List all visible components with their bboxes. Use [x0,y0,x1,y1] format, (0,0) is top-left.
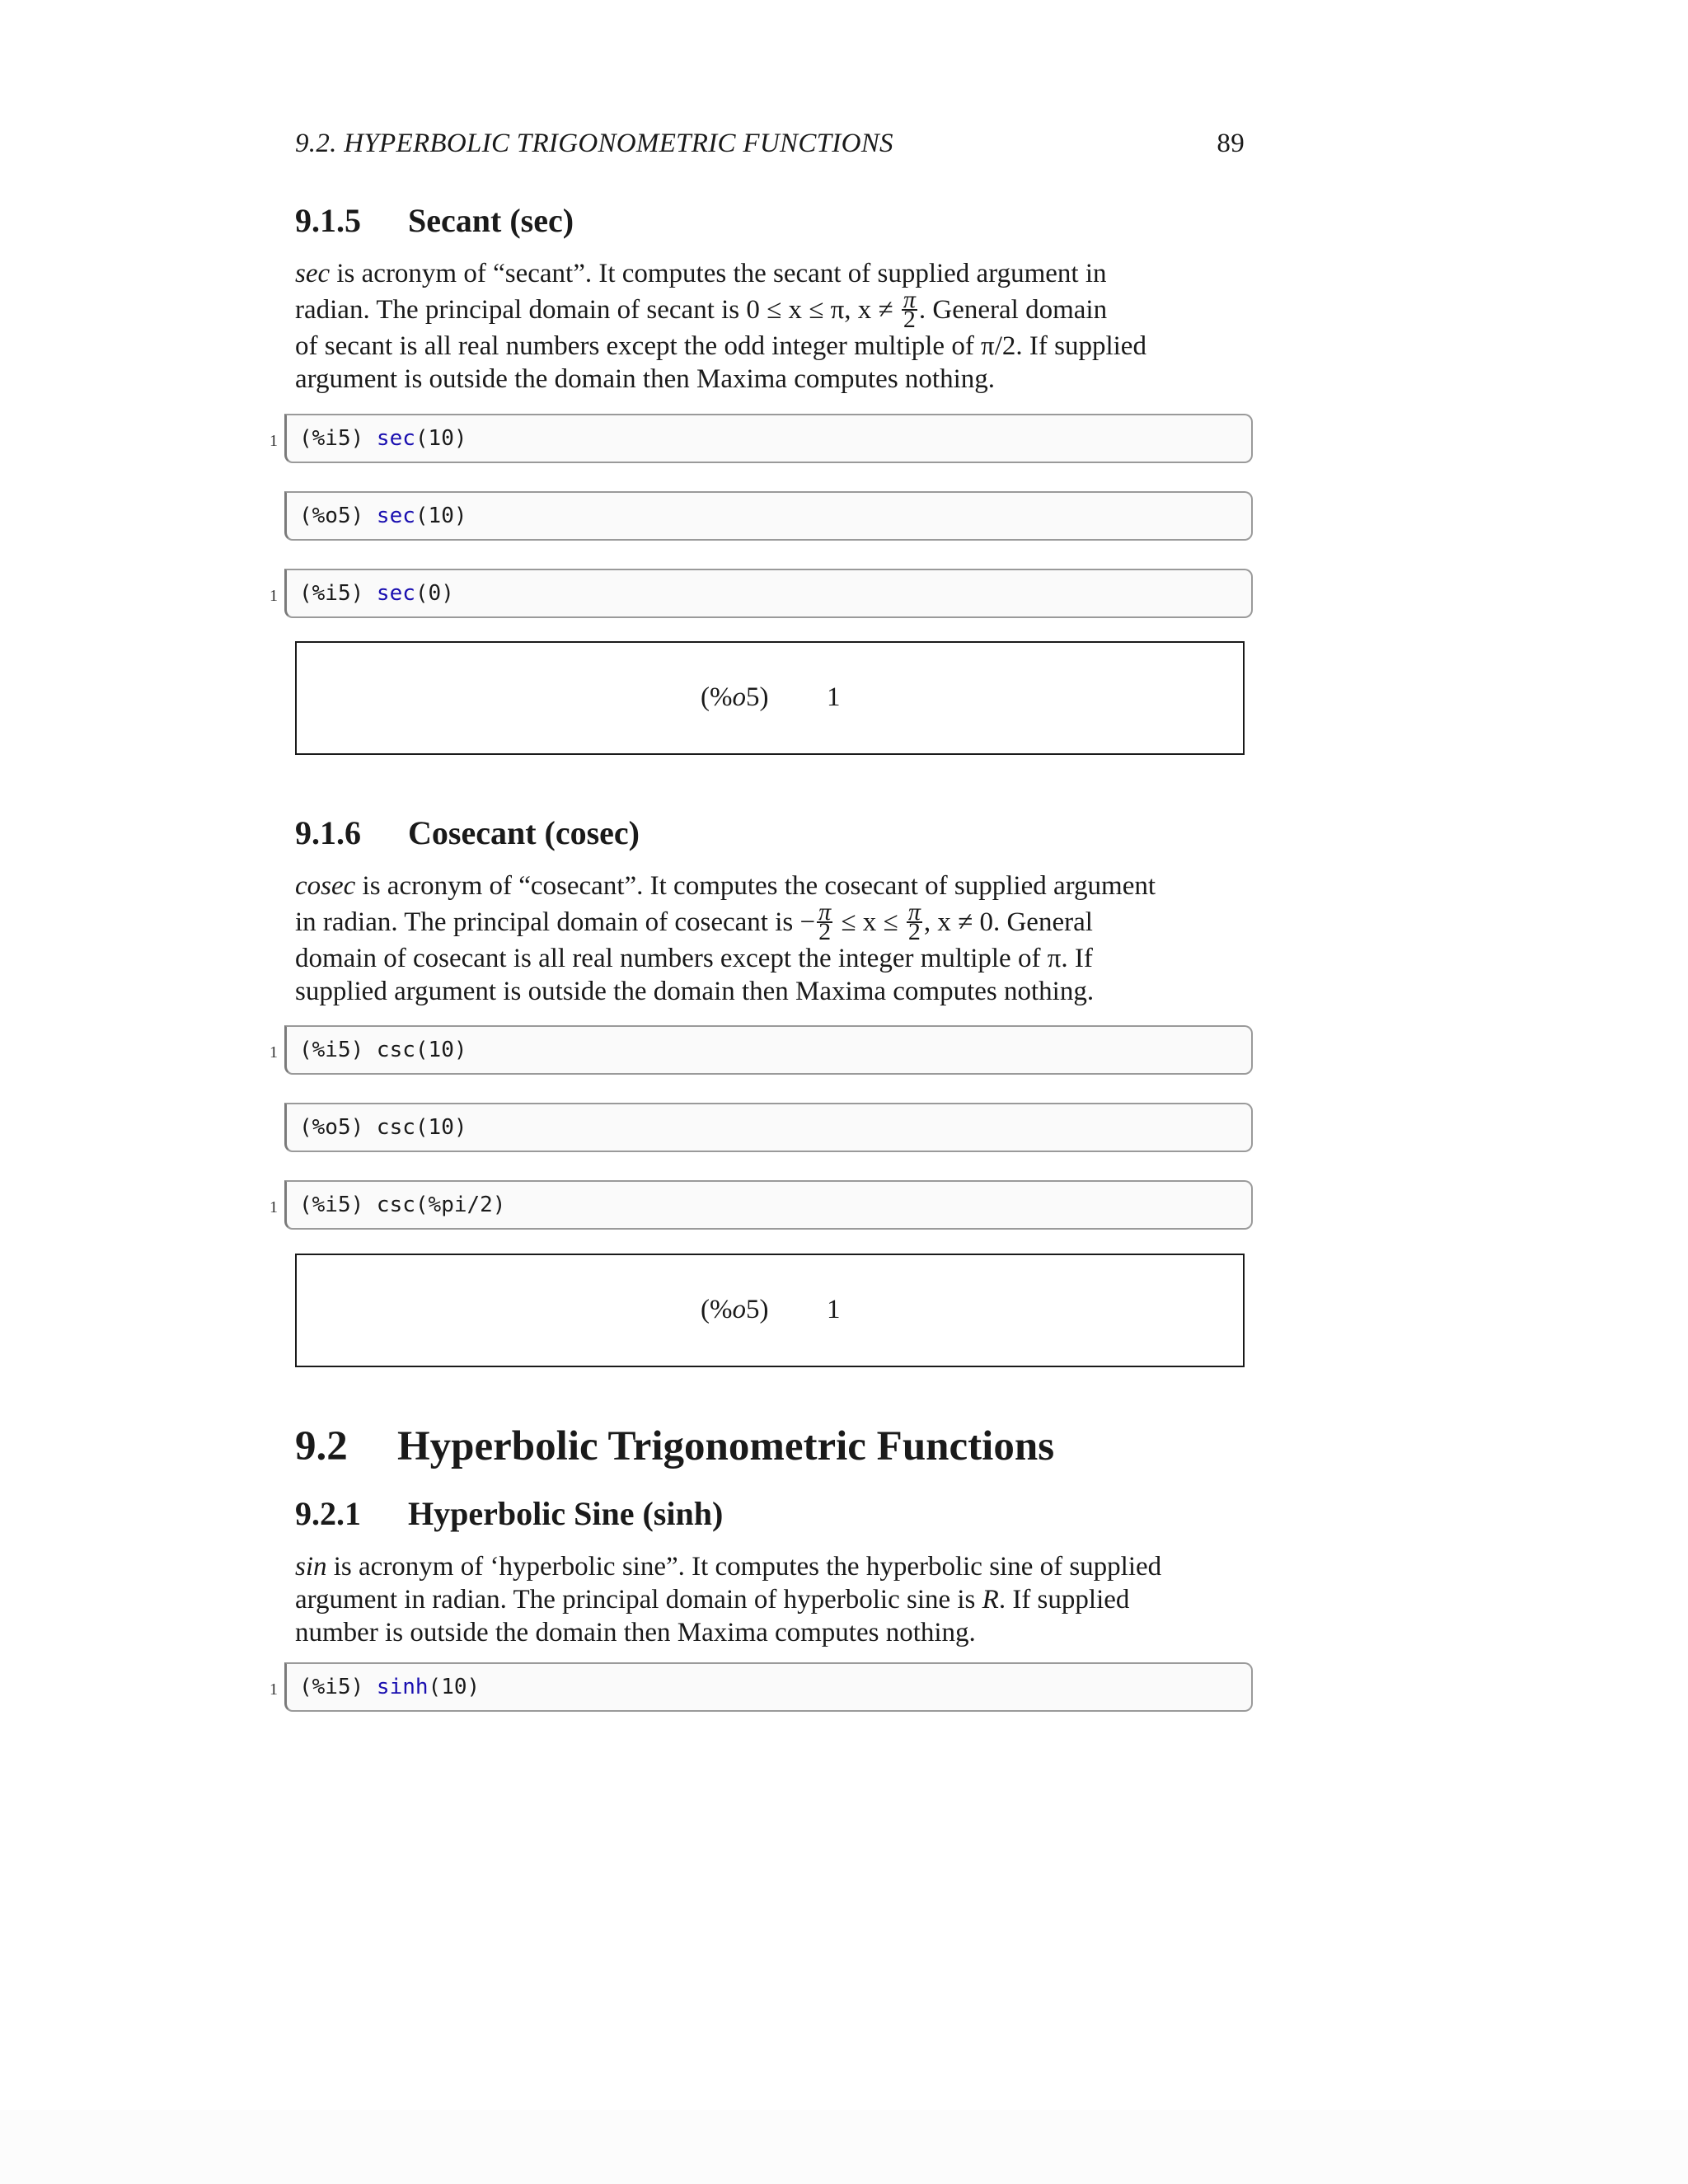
text-line: radian. The principal domain of secant is 0 ≤ x ≤ π, x ≠ [295,295,900,325]
prompt: (%i5) [299,581,377,606]
line-number: 1 [270,1043,278,1062]
label-part: 5) [745,1295,769,1324]
code-box[interactable] [284,414,1253,463]
line-number: 1 [270,432,278,450]
text-line: in radian. The principal domain of cosecant is − [295,907,816,937]
code-cell-input[interactable] [264,569,1254,620]
prompt: (%i5) [299,1675,377,1699]
code-cell-input[interactable] [264,1662,1254,1713]
text-line: . If supplied [998,1585,1130,1615]
result-box [295,1254,1245,1367]
text-line: argument in radian. The principal domain of hyperbolic sine is [295,1585,982,1615]
section-number: 9.2 [295,1423,348,1469]
section-heading-cosecant [295,813,640,852]
label-part: o [732,1295,746,1324]
output-label [701,682,768,713]
code-cell-input[interactable] [264,1025,1254,1076]
text-line: . General domain [918,295,1108,325]
text-line: of secant is all real numbers except the odd integer multiple of π/2. If supplied [295,331,1146,361]
text-line: is acronym of “secant”. It computes the secant of supplied argument in [330,259,1107,288]
line-number: 1 [270,1198,278,1216]
fraction-denominator: 2 [903,306,916,334]
fraction-numerator: π [903,286,916,314]
output-label [701,1295,768,1325]
section-heading-secant [295,201,574,240]
code-cell-output[interactable] [264,491,1254,542]
code-box[interactable] [284,1180,1253,1230]
fraction-pi-over-2 [907,898,922,946]
code-expression: csc(10) [376,1115,467,1140]
function-keyword: sec [376,581,415,606]
output-value: 1 [827,682,841,712]
function-args: (10) [415,426,467,451]
function-args: (10) [415,504,467,528]
prompt: (%i5) [299,1193,377,1217]
line-number: 1 [270,587,278,605]
code-cell-output[interactable] [264,1103,1254,1154]
paragraph-sinh [295,1550,1245,1649]
code-box[interactable] [284,569,1253,618]
section-number: 9.2.1 [295,1495,361,1532]
code-box[interactable] [284,491,1253,541]
code-expression: csc(%pi/2) [376,1193,506,1217]
text-line: ≤ x ≤ [834,907,905,937]
prompt: (%i5) [299,426,377,451]
paragraph-cosecant [295,869,1245,1008]
function-keyword: sec [376,426,415,451]
paragraph-secant [295,257,1245,396]
text-line: number is outside the domain then Maxima computes nothing. [295,1618,976,1647]
code-cell-input[interactable] [264,414,1254,465]
fraction-pi-over-2 [902,286,917,334]
text-line: supplied argument is outside the domain then Maxima computes nothing. [295,977,1095,1006]
term-sec: sec [295,259,331,288]
text-line: is acronym of ‘hyperbolic sine”. It computes the hyperbolic sine of supplied [326,1552,1162,1582]
term-cosec: cosec [295,871,356,901]
term-sin: sin [295,1552,327,1582]
section-number: 9.1.5 [295,202,361,239]
code-box[interactable] [284,1103,1253,1152]
label-part: (% [701,1295,733,1324]
fraction-pi-over-2 [817,898,832,946]
section-title: Hyperbolic Trigonometric Functions [397,1423,1055,1469]
section-heading-sinh [295,1494,723,1533]
section-title: Hyperbolic Sine (sinh) [408,1495,724,1532]
label-part: o [732,682,746,712]
fraction-numerator: π [818,898,832,926]
section-title: Secant (sec) [408,202,574,239]
label-part: 5) [745,682,769,712]
section-heading-hyperbolic [295,1422,1054,1470]
code-expression: csc(10) [376,1038,467,1062]
code-cell-input[interactable] [264,1180,1254,1231]
function-args: (10) [428,1675,481,1699]
fraction-denominator: 2 [818,918,832,946]
prompt: (%i5) [299,1038,377,1062]
output-value: 1 [827,1295,841,1324]
running-header [295,129,1245,162]
section-title: Cosecant (cosec) [408,814,640,851]
text-line: domain of cosecant is all real numbers except the integer multiple of π. If [295,944,1093,973]
page-bottom-shade [0,2110,1688,2184]
result-box [295,641,1245,755]
function-args: (0) [415,581,454,606]
prompt: (%o5) [299,504,377,528]
text-line: , x ≠ 0. General [923,907,1093,937]
fraction-numerator: π [907,898,921,926]
page-number: 89 [1217,129,1245,158]
code-box[interactable] [284,1662,1253,1712]
section-number: 9.1.6 [295,814,361,851]
code-box[interactable] [284,1025,1253,1075]
running-title: 9.2. HYPERBOLIC TRIGONOMETRIC FUNCTIONS [295,129,893,158]
function-keyword: sec [376,504,415,528]
fraction-denominator: 2 [907,918,921,946]
symbol-R: R [982,1585,999,1615]
function-keyword: sinh [376,1675,429,1699]
label-part: (% [701,682,733,712]
line-number: 1 [270,1680,278,1699]
prompt: (%o5) [299,1115,377,1140]
text-line: argument is outside the domain then Maxima computes nothing. [295,364,996,394]
text-line: is acronym of “cosecant”. It computes the cosecant of supplied argument [355,871,1156,901]
